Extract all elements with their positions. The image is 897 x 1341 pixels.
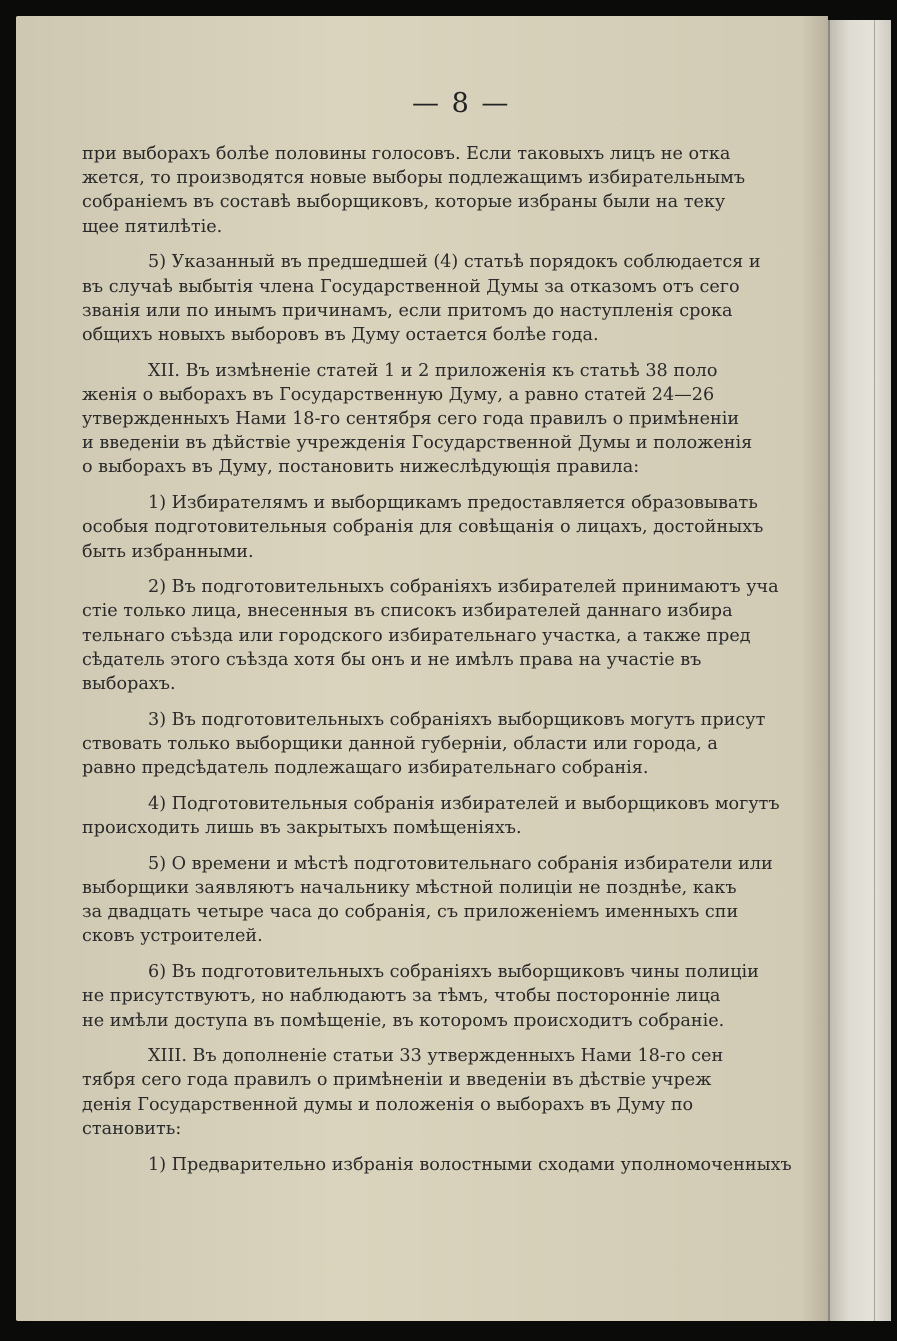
text-line: сковъ устроителей.: [82, 926, 263, 947]
text-line: денія Государственной думы и положенія о выборахъ въ Думу по: [82, 1094, 694, 1115]
text-line: 6) Въ подготовительныхъ собраніяхъ выборщиковъ чины полиціи: [148, 962, 759, 983]
text-line: XII. Въ измѣненіе статей 1 и 2 приложенія къ статьѣ 38 поло: [148, 360, 718, 381]
text-line: 1) Предварительно избранія волостными сходами уполномоченныхъ: [148, 1154, 792, 1175]
text-line: 3) Въ подготовительныхъ собраніяхъ выборщиковъ могутъ присут: [148, 709, 766, 730]
text-line: выборщики заявляютъ начальнику мѣстной полиціи не позднѣе, какъ: [82, 877, 737, 898]
text-line: въ случаѣ выбытія члена Государственной Думы за отказомъ отъ сего: [82, 276, 740, 297]
text-line: утвержденныхъ Нами 18-го сентября сего года правилъ о примѣненіи: [82, 409, 740, 430]
text-line: быть избранными.: [82, 541, 254, 562]
text-line: стіе только лица, внесенныя въ списокъ избирателей даннаго избира: [82, 601, 733, 622]
text-line: 1) Избирателямъ и выборщикамъ предоставляется образовывать: [148, 493, 758, 514]
text-line: ствовать только выборщики данной губерніи, области или города, а: [82, 733, 718, 754]
text-line: не присутствуютъ, но наблюдаютъ за тѣмъ, чтобы посторонніе лица: [82, 986, 721, 1007]
text-line: 4) Подготовительныя собранія избирателей и выборщиковъ могутъ: [148, 793, 780, 814]
paragraph-p9: [82, 960, 822, 1033]
text-line: жется, то производятся новые выборы подлежащимъ избирательнымъ: [82, 168, 746, 189]
text-line: 5) Указанный въ предшедшей (4) статьѣ порядокъ соблюдается и: [148, 252, 761, 273]
paragraph-p8: [82, 852, 822, 949]
paragraph-p6: [82, 708, 822, 781]
paragraph-p4: [82, 491, 822, 564]
paragraph-p2: [82, 250, 822, 347]
text-line: 5) О времени и мѣстѣ подготовительнаго собранія избиратели или: [148, 853, 773, 874]
text-line: собраніемъ въ составѣ выборщиковъ, которые избраны были на теку: [82, 192, 726, 213]
text-line: XIII. Въ дополненіе статьи 33 утвержденныхъ Нами 18-го сен: [148, 1046, 724, 1067]
text-line: особыя подготовительныя собранія для совѣщанія о лицахъ, достойныхъ: [82, 517, 764, 538]
text-line: тельнаго съѣзда или городского избирательнаго участка, а также пред: [82, 625, 751, 646]
paragraph-p5: [82, 575, 822, 696]
next-sheet-edge: [828, 20, 891, 1321]
text-line: женія о выборахъ въ Государственную Думу, а равно статей 24—26: [82, 384, 715, 405]
text-line: становить:: [82, 1118, 182, 1139]
text-line: о выборахъ въ Думу, постановить нижеслѣдующія правила:: [82, 457, 640, 478]
document-body: [82, 142, 822, 1188]
text-line: выборахъ.: [82, 674, 176, 695]
page-number: — 8 —: [412, 88, 511, 119]
text-line: не имѣли доступа въ помѣщеніе, въ которомъ происходитъ собраніе.: [82, 1010, 725, 1031]
text-line: щее пятилѣтіе.: [82, 216, 223, 237]
text-line: званія или по инымъ причинамъ, если притомъ до наступленія срока: [82, 300, 733, 321]
paragraph-p3: [82, 359, 822, 480]
text-line: тября сего года правилъ о примѣненіи и введеніи въ дѣствіе учреж: [82, 1070, 712, 1091]
text-line: 2) Въ подготовительныхъ собраніяхъ избирателей принимаютъ уча: [148, 577, 779, 598]
paragraph-p10: [82, 1044, 822, 1141]
text-line: за двадцать четыре часа до собранія, съ приложеніемъ именныхъ спи: [82, 902, 739, 923]
text-line: и введеніи въ дѣйствіе учрежденія Государственной Думы и положенія: [82, 433, 753, 454]
paragraph-p11: [82, 1153, 822, 1177]
text-line: общихъ новыхъ выборовъ въ Думу остается болѣе года.: [82, 324, 599, 345]
paragraph-p1: [82, 142, 822, 239]
paragraph-p7: [82, 792, 822, 840]
text-line: равно предсѣдатель подлежащаго избирательнаго собранія.: [82, 758, 649, 779]
text-line: происходить лишь въ закрытыхъ помѣщеніяхъ.: [82, 818, 522, 839]
text-line: сѣдатель этого съѣзда хотя бы онъ и не имѣлъ права на участіе въ: [82, 649, 702, 670]
text-line: при выборахъ болѣе половины голосовъ. Если таковыхъ лицъ не отка: [82, 144, 731, 164]
